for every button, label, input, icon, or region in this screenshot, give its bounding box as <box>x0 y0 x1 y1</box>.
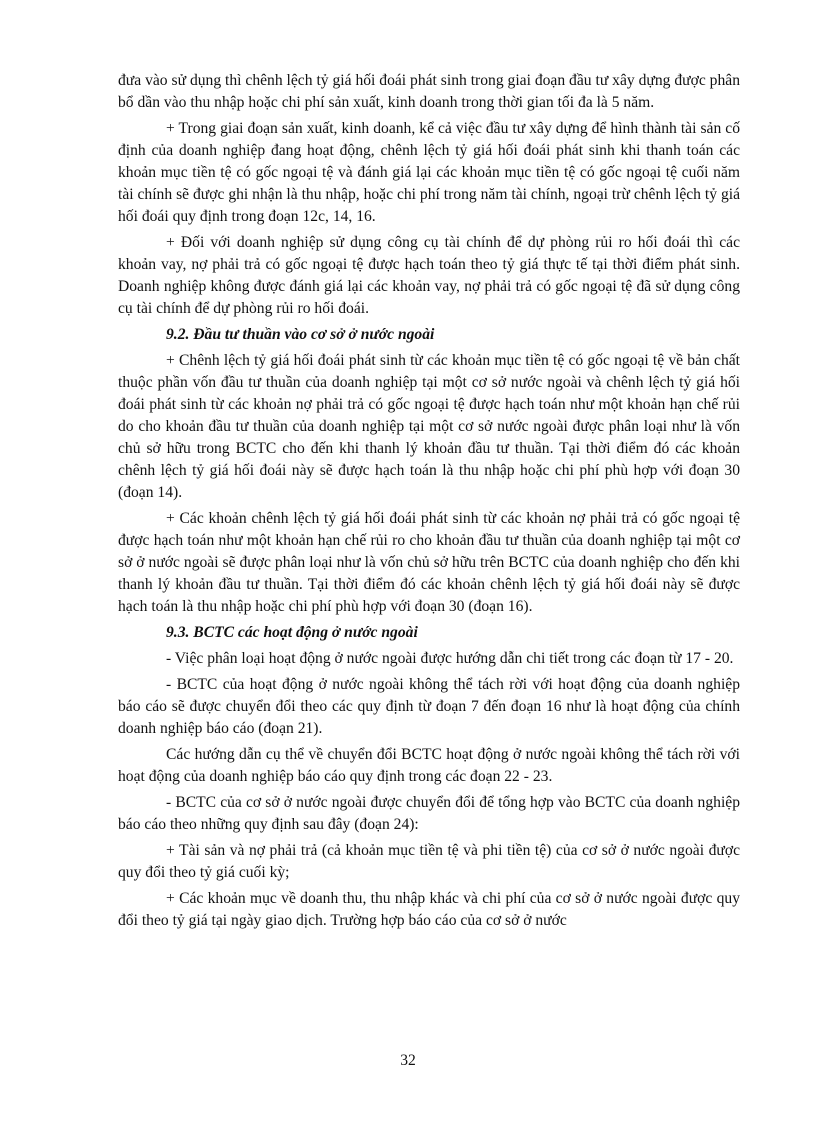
paragraph: + Chênh lệch tỷ giá hối đoái phát sinh từ các khoản mục tiền tệ có gốc ngoại tệ về bản chất thuộc phần vốn đầu tư thuần của doanh nghiệp tại một cơ sở nước ngoài và chênh lệch tỷ giá hối đoái phát sinh từ các khoản nợ phải trả có gốc ngoại tệ được hạch toán như một khoản hạn chế rủi do cho khoản đầu tư thuần của doanh nghiệp tại một cơ sở nước ngoài được phân loại như là vốn chủ sở hữu trong BCTC cho đến khi thanh lý khoản đầu tư thuần. Tại thời điểm đó các khoản chênh lệch tỷ giá hối đoái này sẽ được hạch toán là thu nhập hoặc chi phí phù hợp với đoạn 30 (đoạn 14). <box>118 352 740 501</box>
paragraph: đưa vào sử dụng thì chênh lệch tỷ giá hối đoái phát sinh trong giai đoạn đầu tư xây dựng được phân bổ dần vào thu nhập hoặc chi phí sản xuất, kinh doanh trong thời gian tối đa là 5 năm. <box>118 72 740 111</box>
paragraph: - BCTC của cơ sở ở nước ngoài được chuyển đổi để tổng hợp vào BCTC của doanh nghiệp báo cáo theo những quy định sau đây (đoạn 24): <box>118 794 740 833</box>
paragraph: + Các khoản chênh lệch tỷ giá hối đoái phát sinh từ các khoản nợ phải trả có gốc ngoại tệ được hạch toán như một khoản hạn chế rủi ro cho khoản đầu tư thuần của doanh nghiệp tại một cơ sở ở nước ngoài sẽ được phân loại như là vốn chủ sở hữu trên BCTC của doanh nghiệp cho đến khi thanh lý khoản đầu tư thuần. Tại thời điểm đó các khoản chênh lệch tỷ giá hối đoái này sẽ được hạch toán là thu nhập hoặc chi phí phù hợp với đoạn 30 (đoạn 16). <box>118 510 740 615</box>
paragraph: + Đối với doanh nghiệp sử dụng công cụ tài chính để dự phòng rủi ro hối đoái thì các khoản vay, nợ phải trả có gốc ngoại tệ được hạch toán theo tỷ giá thực tế tại thời điểm phát sinh. Doanh nghiệp không được đánh giá lại các khoản vay, nợ phải trả có gốc ngoại tệ đã sử dụng công cụ tài chính để dự phòng rủi ro hối đoái. <box>118 234 740 317</box>
paragraph: - Việc phân loại hoạt động ở nước ngoài được hướng dẫn chi tiết trong các đoạn từ 17 - 20. <box>166 650 734 667</box>
paragraph: + Tài sản và nợ phải trả (cả khoản mục tiền tệ và phi tiền tệ) của cơ sở ở nước ngoài được quy đổi theo tỷ giá cuối kỳ; <box>118 842 740 881</box>
paragraph: + Các khoản mục về doanh thu, thu nhập khác và chi phí của cơ sở ở nước ngoài được quy đổi theo tỷ giá tại ngày giao dịch. Trường hợp báo cáo của cơ sở ở nước <box>118 890 740 929</box>
paragraph: Các hướng dẫn cụ thể về chuyển đổi BCTC hoạt động ở nước ngoài không thể tách rời với hoạt động của doanh nghiệp báo cáo quy định trong các đoạn 22 - 23. <box>118 746 740 785</box>
paragraph: + Trong giai đoạn sản xuất, kinh doanh, kể cả việc đầu tư xây dựng để hình thành tài sản cố định của doanh nghiệp đang hoạt động, chênh lệch tỷ giá hối đoái phát sinh khi thanh toán các khoản mục tiền tệ có gốc ngoại tệ và đánh giá lại các khoản mục tiền tệ có gốc ngoại tệ cuối năm tài chính sẽ được ghi nhận là thu nhập, hoặc chi phí trong năm tài chính, ngoại trừ chênh lệch tỷ giá hối đoái quy định trong đoạn 12c, 14, 16. <box>118 120 740 225</box>
section-heading: 9.2. Đầu tư thuần vào cơ sở ở nước ngoài <box>166 326 435 343</box>
section-heading: 9.3. BCTC các hoạt động ở nước ngoài <box>166 624 418 641</box>
page-body <box>118 70 740 936</box>
page-number: 32 <box>400 1052 416 1069</box>
paragraph: - BCTC của hoạt động ở nước ngoài không thể tách rời với hoạt động của doanh nghiệp báo cáo sẽ được chuyển đổi theo các quy định từ đoạn 7 đến đoạn 16 như là hoạt động của chính doanh nghiệp báo cáo (đoạn 21). <box>118 676 740 737</box>
